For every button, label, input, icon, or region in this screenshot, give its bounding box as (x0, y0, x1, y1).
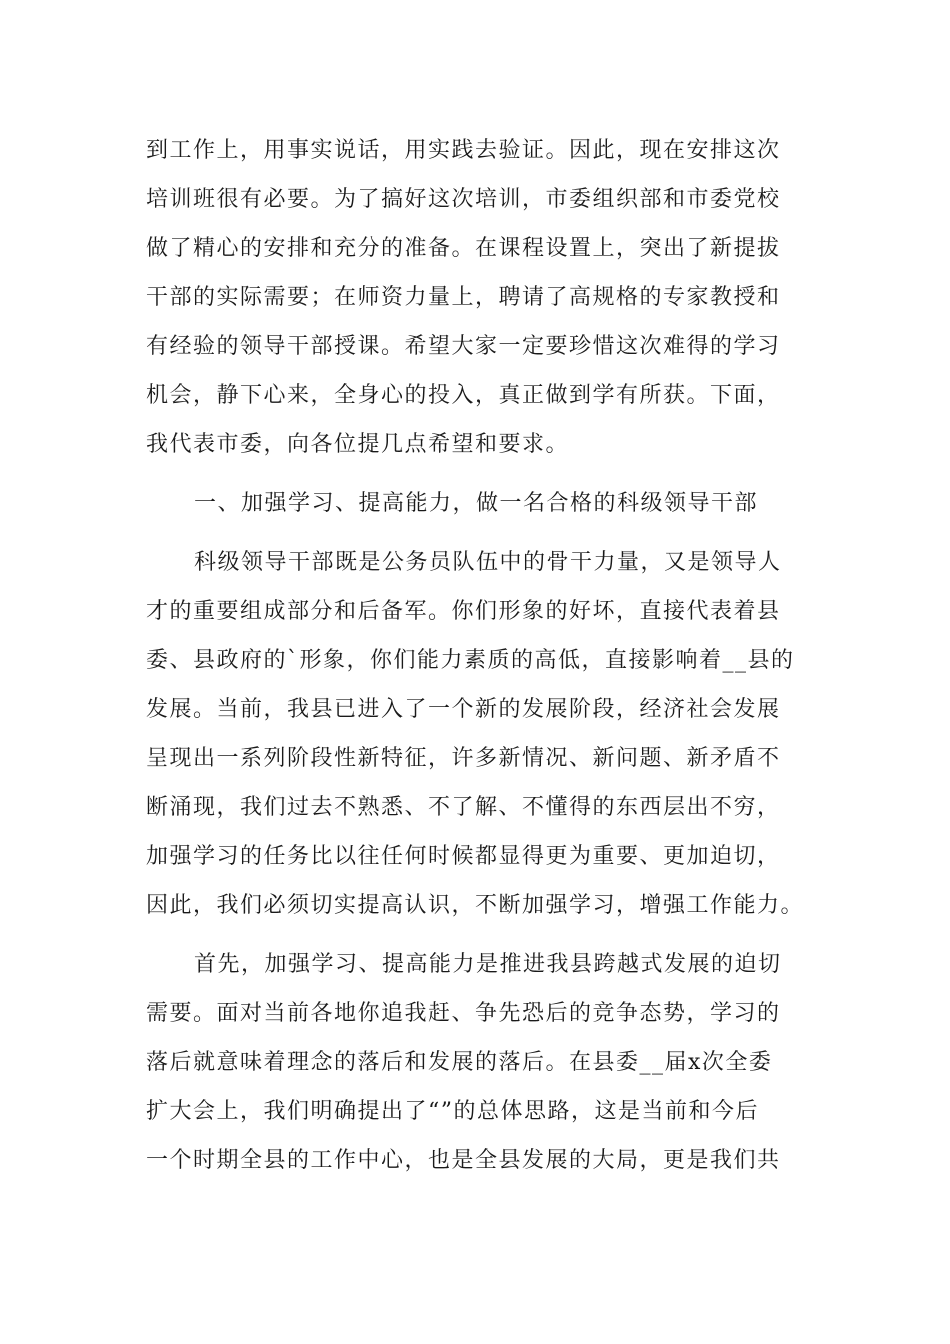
body-line: 干部的实际需要；在师资力量上，聘请了高规格的专家教授和 (146, 285, 781, 310)
body-line: 我代表市委，向各位提几点希望和要求。 (146, 432, 570, 457)
section-heading: 一、加强学习、提高能力，做一名合格的科级领导干部 (194, 491, 759, 516)
body-line: 培训班很有必要。为了搞好这次培训，市委组织部和市委党校 (146, 187, 781, 212)
body-line: 扩大会上，我们明确提出了“”的总体思路，这是当前和今后 (146, 1099, 759, 1124)
body-line: 呈现出一系列阶段性新特征，许多新情况、新问题、新矛盾不 (146, 746, 781, 771)
body-line: 发展。当前，我县已进入了一个新的发展阶段，经济社会发展 (146, 697, 781, 722)
body-line: 落后就意味着理念的落后和发展的落后。在县委__届x次全委 (146, 1050, 773, 1075)
document-body (146, 126, 806, 1185)
body-line: 因此，我们必须切实提高认识，不断加强学习，增强工作能力。 (146, 893, 805, 918)
paragraph-gap (146, 528, 806, 538)
body-line: 加强学习的任务比以往任何时候都显得更为重要、更加迫切， (146, 844, 781, 869)
body-line: 做了精心的安排和充分的准备。在课程设置上，突出了新提拔 (146, 236, 781, 261)
body-line: 才的重要组成部分和后备军。你们形象的好坏，直接代表着县 (146, 599, 781, 624)
body-line: 科级领导干部既是公务员队伍中的骨干力量，又是领导人 (194, 550, 782, 575)
body-line: 需要。面对当前各地你追我赶、争先恐后的竞争态势，学习的 (146, 1001, 781, 1026)
body-line: 机会，静下心来，全身心的投入，真正做到学有所获。下面， (146, 383, 781, 408)
body-line: 首先，加强学习、提高能力是推进我县跨越式发展的迫切 (194, 952, 782, 977)
body-line: 到工作上，用事实说话，用实践去验证。因此，现在安排这次 (146, 138, 781, 163)
body-line: 一个时期全县的工作中心，也是全县发展的大局，更是我们共 (146, 1148, 781, 1173)
body-line: 有经验的领导干部授课。希望大家一定要珍惜这次难得的学习 (146, 334, 781, 359)
body-line: 断涌现，我们过去不熟悉、不了解、不懂得的东西层出不穷， (146, 795, 781, 820)
paragraph-gap (146, 930, 806, 940)
body-line: 委、县政府的`形象，你们能力素质的高低，直接影响着__县的 (146, 648, 795, 673)
paragraph-gap (146, 469, 806, 479)
